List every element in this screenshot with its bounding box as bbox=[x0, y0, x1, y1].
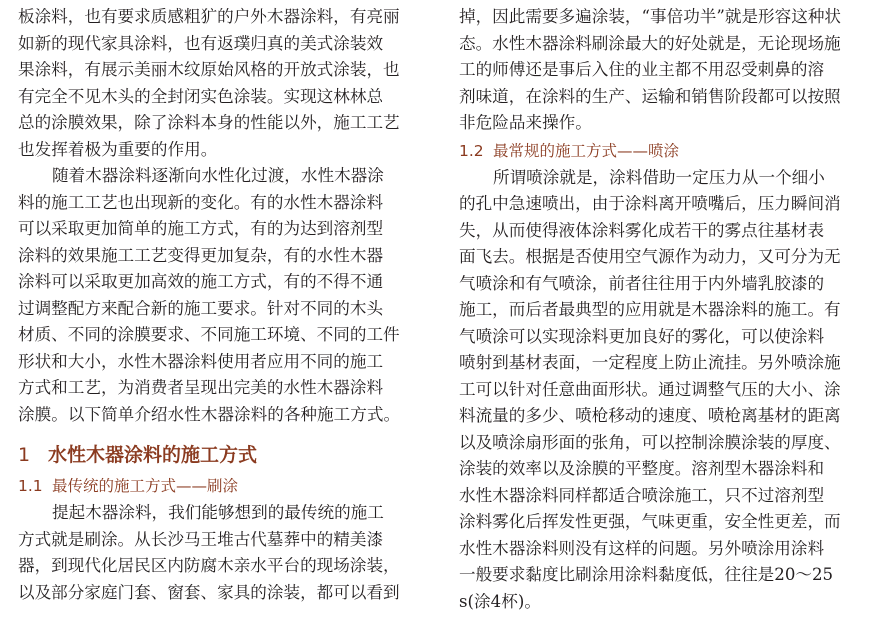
right-column bbox=[459, 4, 869, 615]
text-line: 喷射到基材表面，一定程度上防止流挂。另外喷涂施 bbox=[459, 353, 841, 372]
paragraph-brushing bbox=[18, 500, 428, 606]
paragraph-spraying bbox=[459, 165, 869, 616]
text-line: 施工，而后者最典型的应用就是木器涂料的施工。有 bbox=[459, 300, 841, 319]
text-line: 气喷涂和有气喷涂，前者往往用于内外墙乳胶漆的 bbox=[459, 273, 825, 293]
paragraph-brushing-continued bbox=[459, 4, 869, 137]
text-line: 器，到现代化居民区内防腐木亲水平台的现场涂装， bbox=[18, 556, 400, 575]
section-number: 1 bbox=[18, 444, 31, 466]
text-line: 方式和工艺，为消费者呈现出完美的水性木器涂料 bbox=[18, 378, 384, 397]
text-line: 也发挥着极为重要的作用。 bbox=[18, 139, 218, 159]
text-line: 果涂料，有展示美丽木纹原始风格的开放式涂装，也 bbox=[18, 60, 400, 79]
subsection-number: 1.1 bbox=[18, 477, 43, 495]
text-line: 涂装的效率以及涂膜的平整度。溶剂型木器涂料和 bbox=[459, 459, 825, 478]
text-line: 气喷涂可以实现涂料更加良好的雾化，可以使涂料 bbox=[459, 326, 825, 346]
section-heading-1-2 bbox=[459, 137, 869, 165]
section-heading-1 bbox=[18, 438, 428, 472]
subsection-title: 最常规的施工方式——喷涂 bbox=[493, 141, 680, 160]
text-line: 提起木器涂料，我们能够想到的最传统的施工 bbox=[52, 503, 384, 522]
text-line: 所谓喷涂就是，涂料借助一定压力从一个细小 bbox=[493, 167, 825, 187]
text-line: 材质、不同的涂膜要求、不同施工环境、不同的工件 bbox=[18, 325, 400, 344]
text-line: 面飞去。根据是否使用空气源作为动力，又可分为无 bbox=[459, 247, 841, 266]
text-line: 工可以针对任意曲面形状。通过调整气压的大小、涂 bbox=[459, 379, 841, 399]
text-line: 可以采取更加简单的施工方式，有的为达到溶剂型 bbox=[18, 219, 384, 238]
text-line: 有完全不见木头的全封闭实色涂装。实现这林林总 bbox=[18, 86, 384, 106]
text-line: 以及部分家庭门套、窗套、家具的涂装，都可以看到 bbox=[18, 582, 400, 602]
text-line: 涂料雾化后挥发性更强，气味更重，安全性更差，而 bbox=[459, 512, 841, 531]
text-line: 总的涂膜效果，除了涂料本身的性能以外，施工工艺 bbox=[18, 113, 400, 132]
text-line: s(涂4杯)。 bbox=[459, 591, 541, 611]
text-line: 料流量的多少、喷枪移动的速度、喷枪离基材的距离 bbox=[459, 406, 841, 425]
section-heading-1-1 bbox=[18, 472, 428, 500]
text-line: 板涂料，也有要求质感粗犷的户外木器涂料，有亮丽 bbox=[18, 7, 400, 26]
text-line: 非危险品来操作。 bbox=[459, 113, 592, 132]
text-line: 随着木器涂料逐渐向水性化过渡，水性木器涂 bbox=[52, 166, 384, 185]
text-line: 一般要求黏度比刷涂用涂料黏度低，往往是20～25 bbox=[459, 565, 834, 584]
text-line: 态。水性木器涂料刷涂最大的好处就是，无论现场施 bbox=[459, 33, 841, 53]
text-line: 水性木器涂料同样都适合喷涂施工，只不过溶剂型 bbox=[459, 485, 825, 505]
text-line: 涂膜。以下简单介绍水性木器涂料的各种施工方式。 bbox=[18, 404, 401, 424]
text-line: 涂料的效果施工工艺变得更加复杂，有的水性木器 bbox=[18, 245, 384, 265]
text-line: 涂料可以采取更加高效的施工方式，有的不得不通 bbox=[18, 272, 384, 291]
subsection-title: 最传统的施工方式——刷涂 bbox=[52, 477, 239, 495]
text-line: 失，从而使得液体涂料雾化成若干的雾点往基材表 bbox=[459, 220, 825, 240]
text-line: 的孔中急速喷出，由于涂料离开喷嘴后，压力瞬间消 bbox=[459, 194, 841, 213]
paragraph-intro-continued bbox=[18, 4, 428, 163]
text-line: 掉，因此需要多遍涂装，“事倍功半”就是形容这种状 bbox=[459, 7, 842, 26]
text-line: 水性木器涂料则没有这样的问题。另外喷涂用涂料 bbox=[459, 538, 825, 558]
text-line: 过调整配方来配合新的施工要求。针对不同的木头 bbox=[18, 298, 384, 318]
paragraph-waterborne-transition bbox=[18, 163, 428, 428]
text-line: 工的师傅还是事后入住的业主都不用忍受刺鼻的溶 bbox=[459, 60, 825, 79]
text-line: 形状和大小，水性木器涂料使用者应用不同的施工 bbox=[18, 351, 384, 371]
text-line: 剂味道，在涂料的生产、运输和销售阶段都可以按照 bbox=[459, 86, 841, 106]
text-line: 以及喷涂扇形面的张角，可以控制涂膜涂装的厚度、 bbox=[459, 432, 841, 452]
text-line: 料的施工工艺也出现新的变化。有的水性木器涂料 bbox=[18, 192, 384, 212]
left-column bbox=[18, 4, 428, 606]
text-line: 方式就是刷涂。从长沙马王堆古代墓葬中的精美漆 bbox=[18, 529, 384, 549]
text-line: 如新的现代家具涂料，也有返璞归真的美式涂装效 bbox=[18, 33, 384, 53]
subsection-number: 1.2 bbox=[459, 141, 484, 160]
section-title: 水性木器涂料的施工方式 bbox=[48, 444, 258, 466]
